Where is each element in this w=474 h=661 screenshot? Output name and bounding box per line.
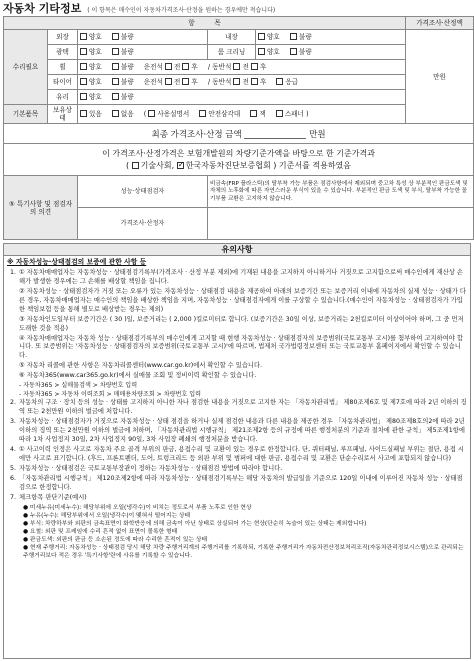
row-label-glass: 유리: [48, 90, 78, 105]
legend-line: ● 미세누유(미세누수): 해당부위에 오일(냉각수)이 비치는 정도로서 부품 노후로 인한 현상: [23, 504, 252, 511]
inspector-row-label: 성능·상태점검자: [78, 176, 208, 208]
checkbox[interactable]: [233, 63, 240, 70]
glass-options: 양호 불량: [78, 90, 406, 105]
notice-sub-line: - 자동차365 > 실매물검색 > 차량번호 입력: [19, 382, 138, 390]
checkbox[interactable]: [290, 48, 297, 55]
section-note: ( 이 항목은 매수인이 자동차가격조사·산정을 원하는 경우에만 적습니다): [87, 7, 276, 14]
gloss-options: 양호 불량: [78, 45, 208, 60]
notice-item: 3. 자동차성능 · 상태점검자가 거짓으로 자동차성능 · 상태 점검을 하거나 실제 점검한 내용과 다른 내용을 제공한 경우 「자동차관리법」 제80조제8호의2에 따라 2년 이하의 징역 또는 2천만원 이하의 벌금에 처하며, 「자동차관리법 시행규칙」 제21조제2항 등의 규정에 따른 행정처분의 기준과 절차에 관한 규칙」 제5조제1항에 따라 1차 사업정지 30일, 2차 사업정지 90일, 3차 사업장 폐쇄의 행정처분을 받습니다.: [9, 418, 465, 444]
checkbox[interactable]: [112, 63, 119, 70]
expert-society-checkbox[interactable]: [132, 162, 139, 169]
row-label-room-cleaning: 룸 크리닝: [208, 45, 256, 60]
notice-item: 7. 체크항목 판단기준(예시): [9, 493, 87, 501]
checkbox[interactable]: [112, 48, 119, 55]
legend-line: ● 부식: 차량하부와 외판의 금속표면이 화학반응에 의해 금속이 아닌 상태로 상실되어 가는 현상(단순히 녹슬어 있는 상태는 제외합니다): [23, 520, 367, 527]
price-assessor-opinion-text: [208, 208, 474, 240]
room-cleaning-options: 양호 불량: [256, 45, 406, 60]
section-title: 자동차 기타정보: [3, 2, 82, 15]
statement-line-1: 이 가격조사·산정가격은 보험개발원의 차량기준가액을 바탕으로 한 기준가격과: [102, 149, 375, 159]
section-header: [3, 2, 471, 16]
row-label-interior: 내장: [208, 30, 256, 45]
checkbox[interactable]: [80, 33, 87, 40]
notice-item: 4. ① 사고이력 인정은 사고로 자동차 주요 골격 부위의 판금, 용접수리 및 교환이 있는 경우로 한정합니다. 단, 쿼터패널, 루프패널, 사이드실패널 부위는 절단, 용접 시에만 사고로 표기합니다. (후드, 프론트펜더, 도어, 트렁크리드 등 외판 부위 및 범퍼에 대한 판금, 용접수리 및 교환은 단순수리로서 사고에 포함되지 않습니다): [9, 445, 464, 462]
exterior-options: 양호 불량: [78, 30, 208, 45]
final-price-label: 최종 가격조사·산정 금액: [151, 129, 242, 140]
final-price-unit: 만원: [309, 129, 326, 140]
notice-item: 2. 자동차의 구조 · 장치 등의 성능 · 상태를 고지하지 아니한 자나 점검한 내용을 거짓으로 고지한 자는 「자동차관리법」 제80조제6호 및 제7호에 따라 2년 이하의 징역 또는 2천만원 이하의 벌금에 처합니다.: [9, 399, 467, 416]
notice-item: ⑥ 자동차365(www.car365.go.kr)에서 실매물 조회 및 정비이력 확인할 수 있습니다.: [19, 372, 257, 380]
checkbox[interactable]: [112, 78, 119, 85]
checkbox[interactable]: [80, 48, 87, 55]
notice-item: 5. 자동차성능 · 상태점검은 국토교통부장관이 정하는 자동차성능 · 상태점검 방법에 따라야 합니다.: [9, 464, 283, 472]
checkbox[interactable]: [233, 78, 240, 85]
checkbox[interactable]: [199, 110, 206, 117]
interior-options: 양호 불량: [256, 30, 406, 45]
opinion-label: ⑤ 특기사항 및 점검자의 의견: [4, 176, 78, 240]
checkbox[interactable]: [165, 63, 172, 70]
legend-line: ● 판금도색: 외판의 판금 등 소손된 정도에 따라 수리한 흔적이 있는 상태: [23, 537, 208, 544]
vehicle-info-table: [3, 16, 474, 240]
col-price-header: 가격조사·산정액: [406, 17, 474, 30]
checkbox[interactable]: [251, 78, 258, 85]
legend-line: ● 현재 주행거리: 자동차성능 · 상태점검 당시 해당 차량 주행거리계의 주행거리를 기록하되, 기록한 주행거리가 자동차전산정보처리조직(자동차관리정보시스템)으로 관리되는 주행거리보다 적은 경우 '특기사항'란에 사유를 기록할 수 있습니다.: [23, 545, 464, 560]
notice-title: ※ 자동차성능·상태점검의 보증에 관한 사항 등: [7, 258, 147, 267]
statement-line-2: ( 기술사회, ✓ 한국자동차진단보증협회 ) 기준서를 적용하였음: [6, 160, 471, 172]
price-statement: [4, 144, 474, 176]
legend-line: ● 누유(누수): 해당부위에서 오일(냉각수)이 맺혀서 떨어지는 상태: [23, 512, 191, 519]
price-assessor-row-label: 가격조사·산정자: [78, 208, 208, 240]
checkbox[interactable]: [148, 110, 155, 117]
checkbox[interactable]: [80, 78, 87, 85]
notice-item: 1. ① 자동차매매업자는 자동차성능 · 상태점검기록부(가격조사 · 산정 부분 제외)에 기재된 내용을 고지하지 아니하거나 거짓으로 고지함으로써 매수인에게 재산상 손해가 발생한 경우에는 그 손해를 배상할 책임을 집니다.: [9, 268, 463, 285]
checkbox[interactable]: [182, 78, 189, 85]
legend-line: ● 요철: 외판 및 프레임에 수리 흔적 없이 표면이 볼록한 형태: [23, 528, 178, 535]
wheel-options: 양호 불량 운전석 전 후 / 동반석 전 후: [78, 60, 406, 75]
checkbox[interactable]: [276, 110, 283, 117]
checkbox[interactable]: [80, 63, 87, 70]
checkbox[interactable]: [250, 110, 257, 117]
final-price-input[interactable]: [244, 128, 306, 139]
diagnosis-assoc-checkbox[interactable]: [177, 162, 184, 169]
price-unit: 만원: [406, 30, 474, 124]
checkbox[interactable]: [165, 78, 172, 85]
notice-item: 6. 「자동차관리법 시행규칙」 제120조제2항에 따라 자동차성능 · 상태점검기록부는 해당 자동차의 발급일을 기준으로 120일 이내에 이루어진 자동차 성능 · 상태점검으로 한정합니다.: [9, 474, 463, 491]
row-label-exterior: 외장: [48, 30, 78, 45]
notice-box: [3, 256, 471, 659]
inspector-opinion-text: 비금속(FRP 플라스틱)의 탈부착 가능 부품은 점검사항에서 제외되며 중고차 특성 상 부분적인 판금도색 및 자체의 노후화에 따른 자연스러운 부식이 있을 수 있습니다. 부분적인 판금 도색 및 부식, 탈부착 가능한 꼴기부품 교환은 고지하지 않습니다.: [208, 176, 474, 208]
checkbox[interactable]: [258, 33, 265, 40]
holdings-options: 있음 없음 ( 사용설명서 안전삼각대 잭 스패너 ): [78, 105, 406, 124]
final-price-row: [4, 124, 474, 144]
group-repair-label: 수리필요: [4, 30, 48, 105]
checkbox[interactable]: [112, 33, 119, 40]
checkbox[interactable]: [182, 63, 189, 70]
checkbox[interactable]: [276, 78, 283, 85]
checkbox[interactable]: [258, 48, 265, 55]
checkbox[interactable]: [112, 110, 119, 117]
checkbox[interactable]: [251, 63, 258, 70]
notice-header: 유의사항: [3, 243, 471, 256]
tire-options: 양호 불량 운전석 전 후 / 동반석 전 후 응급: [78, 75, 406, 90]
group-basic-label: 기본품목: [4, 105, 48, 124]
checkbox[interactable]: [80, 110, 87, 117]
notice-item: ⑤ 자동차 리콜에 관한 사항은 자동차리콜센터(www.car.go.kr)에서 확인할 수 있습니다.: [19, 362, 263, 370]
row-label-wheel: 휠: [48, 60, 78, 75]
row-label-tire: 타이어: [48, 75, 78, 90]
row-label-gloss: 광택: [48, 45, 78, 60]
col-item-header: 항 목: [4, 17, 406, 30]
notice-sub-line: - 자동차365 > 자동차 이력조회 > 매매용차량조회 > 차량번호 입력: [19, 390, 201, 398]
checkbox[interactable]: [290, 33, 297, 40]
notice-item: ④ 자동차매매업자는 자동차 성능 · 상태점검기록부의 매수인에게 고지할 때 현행 자동차성능 · 상태점검자의 보증범위(국토교통부 고시)를 첨부하여 고지하여야 합니다. 또 보증범위는 '자동차성능 · 상태점검자의 보증범위(국토교통부 고시)'에 따르며, 법제처 국가법령정보센터 또는 국토교통부 홈페이지에서 확인할 수 있습니다.: [19, 334, 463, 360]
checkbox[interactable]: [80, 93, 87, 100]
checkbox[interactable]: [112, 93, 119, 100]
row-label-holdings: 보유상태: [48, 105, 78, 124]
notice-item: ② 자동차성능 · 상태점검자가 거짓 또는 오류가 있는 자동차성능 · 상태점검 내용을 제공하여 아래의 보증기간 또는 보증거리 이내에 자동차의 실제 성능 · 상태가 다른 경우, 자동차매매업자는 매수인의 책임을 배상한 책임을 지며, 자동차성능 · 상태점검자에게 이를 구상할 수 있습니다.(매수인이 자동차성능 · 상태점검자가 가입한 책임보험 등을 통해 별도로 배상받는 경우는 제외): [19, 287, 466, 313]
notice-item: ③ 자동차인도일부터 보증기간은 ( 30 )일, 보증거리는 ( 2,000 )킬로미터로 합니다. (보증기간은 30일 이상, 보증거리는 2천킬로미터 이상이어야 하며, 그 중 먼저 도래한 것을 적용): [19, 315, 464, 332]
